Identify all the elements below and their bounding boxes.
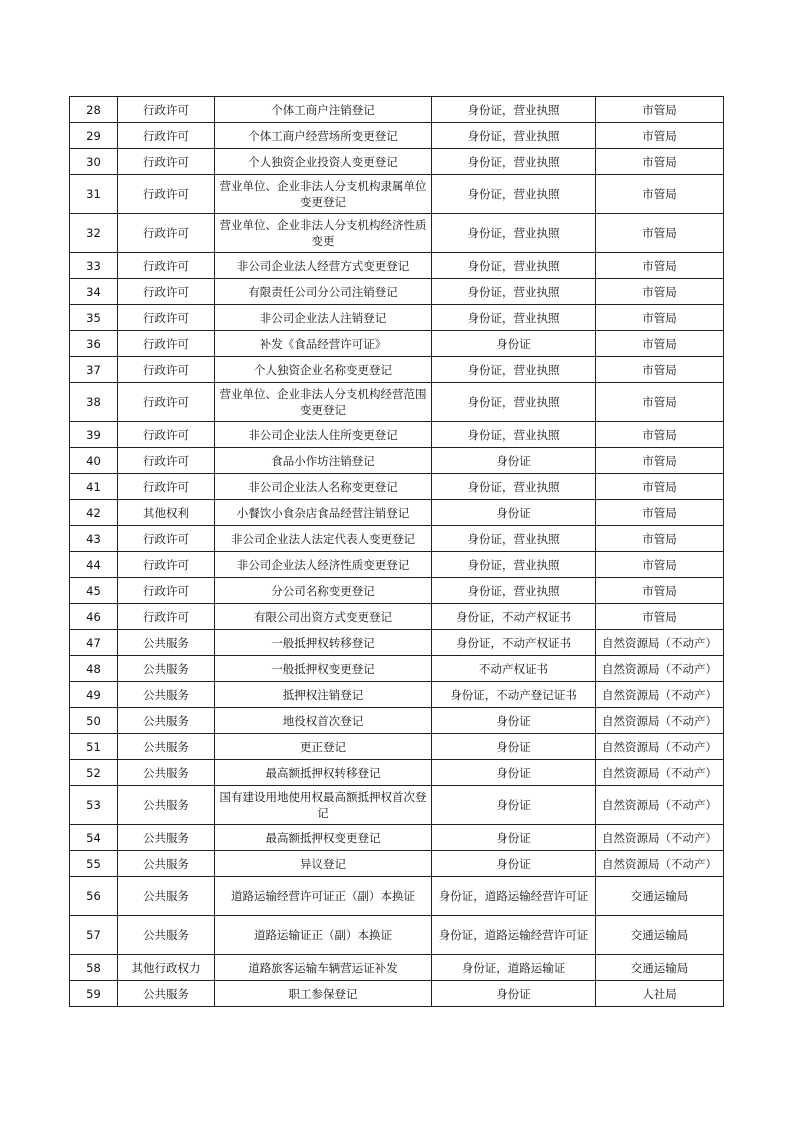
table-row <box>70 682 724 708</box>
required-materials-cell: 身份证，不动产权证书 <box>432 604 596 630</box>
power-type-cell: 其他行政权力 <box>118 955 215 981</box>
table-row <box>70 630 724 656</box>
required-materials-cell: 身份证 <box>432 331 596 357</box>
department-cell: 交通运输局 <box>596 877 724 916</box>
service-item-cell: 异议登记 <box>215 851 432 877</box>
department-cell: 市管局 <box>596 383 724 422</box>
service-item-cell: 一般抵押权变更登记 <box>215 656 432 682</box>
department-cell: 自然资源局（不动产） <box>596 682 724 708</box>
table-row <box>70 656 724 682</box>
row-number-cell: 41 <box>70 474 118 500</box>
service-item-cell: 最高额抵押权变更登记 <box>215 825 432 851</box>
table-row <box>70 734 724 760</box>
row-number-cell: 55 <box>70 851 118 877</box>
row-number-cell: 28 <box>70 97 118 123</box>
service-item-cell: 道路运输经营许可证正（副）本换证 <box>215 877 432 916</box>
department-cell: 市管局 <box>596 526 724 552</box>
required-materials-cell: 身份证，营业执照 <box>432 474 596 500</box>
required-materials-cell: 身份证，道路运输证 <box>432 955 596 981</box>
power-type-cell: 公共服务 <box>118 916 215 955</box>
row-number-cell: 40 <box>70 448 118 474</box>
power-type-cell: 公共服务 <box>118 760 215 786</box>
row-number-cell: 47 <box>70 630 118 656</box>
power-type-cell: 公共服务 <box>118 981 215 1007</box>
table-row <box>70 760 724 786</box>
row-number-cell: 53 <box>70 786 118 825</box>
service-item-cell: 一般抵押权转移登记 <box>215 630 432 656</box>
row-number-cell: 42 <box>70 500 118 526</box>
required-materials-cell: 身份证 <box>432 448 596 474</box>
power-type-cell: 行政许可 <box>118 123 215 149</box>
required-materials-cell: 身份证，营业执照 <box>432 214 596 253</box>
table-row <box>70 578 724 604</box>
department-cell: 市管局 <box>596 305 724 331</box>
table-row <box>70 981 724 1007</box>
required-materials-cell: 身份证，营业执照 <box>432 253 596 279</box>
department-cell: 市管局 <box>596 279 724 305</box>
service-item-cell: 非公司企业法人注销登记 <box>215 305 432 331</box>
table-row <box>70 149 724 175</box>
department-cell: 市管局 <box>596 578 724 604</box>
table-row <box>70 552 724 578</box>
department-cell: 交通运输局 <box>596 916 724 955</box>
service-item-cell: 非公司企业法人经营方式变更登记 <box>215 253 432 279</box>
table-body <box>70 97 724 1007</box>
service-item-cell: 更正登记 <box>215 734 432 760</box>
service-item-cell: 个人独资企业名称变更登记 <box>215 357 432 383</box>
required-materials-cell: 身份证 <box>432 500 596 526</box>
row-number-cell: 35 <box>70 305 118 331</box>
table-row <box>70 279 724 305</box>
department-cell: 市管局 <box>596 97 724 123</box>
power-type-cell: 行政许可 <box>118 383 215 422</box>
department-cell: 市管局 <box>596 448 724 474</box>
required-materials-cell: 不动产权证书 <box>432 656 596 682</box>
table-row <box>70 851 724 877</box>
service-item-cell: 有限责任公司分公司注销登记 <box>215 279 432 305</box>
table-row <box>70 97 724 123</box>
required-materials-cell: 身份证 <box>432 786 596 825</box>
power-type-cell: 公共服务 <box>118 786 215 825</box>
department-cell: 市管局 <box>596 357 724 383</box>
department-cell: 市管局 <box>596 175 724 214</box>
row-number-cell: 33 <box>70 253 118 279</box>
required-materials-cell: 身份证 <box>432 851 596 877</box>
service-item-cell: 食品小作坊注销登记 <box>215 448 432 474</box>
row-number-cell: 50 <box>70 708 118 734</box>
service-item-cell: 国有建设用地使用权最高额抵押权首次登记 <box>215 786 432 825</box>
table-row <box>70 214 724 253</box>
table-row <box>70 825 724 851</box>
department-cell: 市管局 <box>596 474 724 500</box>
service-item-cell: 个体工商户注销登记 <box>215 97 432 123</box>
required-materials-cell: 身份证，营业执照 <box>432 279 596 305</box>
power-type-cell: 行政许可 <box>118 253 215 279</box>
service-item-cell: 地役权首次登记 <box>215 708 432 734</box>
department-cell: 交通运输局 <box>596 955 724 981</box>
row-number-cell: 58 <box>70 955 118 981</box>
service-item-cell: 最高额抵押权转移登记 <box>215 760 432 786</box>
department-cell: 自然资源局（不动产） <box>596 630 724 656</box>
department-cell: 市管局 <box>596 214 724 253</box>
table-row <box>70 604 724 630</box>
department-cell: 市管局 <box>596 123 724 149</box>
department-cell: 自然资源局（不动产） <box>596 760 724 786</box>
row-number-cell: 46 <box>70 604 118 630</box>
service-item-cell: 分公司名称变更登记 <box>215 578 432 604</box>
power-type-cell: 行政许可 <box>118 279 215 305</box>
power-type-cell: 公共服务 <box>118 682 215 708</box>
service-item-cell: 非公司企业法人经济性质变更登记 <box>215 552 432 578</box>
power-type-cell: 行政许可 <box>118 448 215 474</box>
table-row <box>70 331 724 357</box>
department-cell: 市管局 <box>596 422 724 448</box>
power-type-cell: 公共服务 <box>118 734 215 760</box>
row-number-cell: 34 <box>70 279 118 305</box>
required-materials-cell: 身份证 <box>432 760 596 786</box>
power-type-cell: 公共服务 <box>118 656 215 682</box>
department-cell: 自然资源局（不动产） <box>596 656 724 682</box>
required-materials-cell: 身份证 <box>432 734 596 760</box>
table-row <box>70 422 724 448</box>
service-item-cell: 小餐饮小食杂店食品经营注销登记 <box>215 500 432 526</box>
row-number-cell: 52 <box>70 760 118 786</box>
table-row <box>70 357 724 383</box>
service-item-cell: 非公司企业法人名称变更登记 <box>215 474 432 500</box>
table-row <box>70 305 724 331</box>
department-cell: 自然资源局（不动产） <box>596 708 724 734</box>
required-materials-cell: 身份证，道路运输经营许可证 <box>432 877 596 916</box>
required-materials-cell: 身份证，道路运输经营许可证 <box>432 916 596 955</box>
required-materials-cell: 身份证，营业执照 <box>432 149 596 175</box>
row-number-cell: 54 <box>70 825 118 851</box>
power-type-cell: 行政许可 <box>118 578 215 604</box>
required-materials-cell: 身份证 <box>432 981 596 1007</box>
power-type-cell: 公共服务 <box>118 708 215 734</box>
power-type-cell: 其他权利 <box>118 500 215 526</box>
row-number-cell: 45 <box>70 578 118 604</box>
power-type-cell: 行政许可 <box>118 331 215 357</box>
department-cell: 市管局 <box>596 331 724 357</box>
department-cell: 自然资源局（不动产） <box>596 786 724 825</box>
row-number-cell: 57 <box>70 916 118 955</box>
required-materials-cell: 身份证 <box>432 825 596 851</box>
row-number-cell: 51 <box>70 734 118 760</box>
required-materials-cell: 身份证，营业执照 <box>432 305 596 331</box>
power-type-cell: 公共服务 <box>118 630 215 656</box>
row-number-cell: 59 <box>70 981 118 1007</box>
row-number-cell: 30 <box>70 149 118 175</box>
power-type-cell: 行政许可 <box>118 422 215 448</box>
department-cell: 自然资源局（不动产） <box>596 825 724 851</box>
table-row <box>70 383 724 422</box>
row-number-cell: 36 <box>70 331 118 357</box>
power-type-cell: 行政许可 <box>118 305 215 331</box>
row-number-cell: 48 <box>70 656 118 682</box>
row-number-cell: 29 <box>70 123 118 149</box>
service-item-cell: 非公司企业法人住所变更登记 <box>215 422 432 448</box>
required-materials-cell: 身份证，不动产登记证书 <box>432 682 596 708</box>
power-type-cell: 行政许可 <box>118 357 215 383</box>
table-row <box>70 448 724 474</box>
services-table <box>69 96 724 1007</box>
power-type-cell: 行政许可 <box>118 604 215 630</box>
required-materials-cell: 身份证，不动产权证书 <box>432 630 596 656</box>
service-item-cell: 个人独资企业投资人变更登记 <box>215 149 432 175</box>
required-materials-cell: 身份证，营业执照 <box>432 357 596 383</box>
required-materials-cell: 身份证，营业执照 <box>432 123 596 149</box>
table-row <box>70 474 724 500</box>
department-cell: 市管局 <box>596 552 724 578</box>
power-type-cell: 行政许可 <box>118 97 215 123</box>
required-materials-cell: 身份证 <box>432 708 596 734</box>
table-row <box>70 708 724 734</box>
power-type-cell: 公共服务 <box>118 825 215 851</box>
service-item-cell: 个体工商户经营场所变更登记 <box>215 123 432 149</box>
power-type-cell: 行政许可 <box>118 474 215 500</box>
table-row <box>70 500 724 526</box>
table-row <box>70 123 724 149</box>
power-type-cell: 行政许可 <box>118 175 215 214</box>
table-row <box>70 253 724 279</box>
power-type-cell: 行政许可 <box>118 526 215 552</box>
required-materials-cell: 身份证，营业执照 <box>432 578 596 604</box>
table-row <box>70 877 724 916</box>
row-number-cell: 39 <box>70 422 118 448</box>
required-materials-cell: 身份证，营业执照 <box>432 97 596 123</box>
row-number-cell: 49 <box>70 682 118 708</box>
service-item-cell: 营业单位、企业非法人分支机构经济性质变更 <box>215 214 432 253</box>
row-number-cell: 37 <box>70 357 118 383</box>
department-cell: 市管局 <box>596 500 724 526</box>
service-item-cell: 道路运输证正（副）本换证 <box>215 916 432 955</box>
department-cell: 人社局 <box>596 981 724 1007</box>
required-materials-cell: 身份证，营业执照 <box>432 175 596 214</box>
row-number-cell: 43 <box>70 526 118 552</box>
department-cell: 市管局 <box>596 149 724 175</box>
row-number-cell: 44 <box>70 552 118 578</box>
table-row <box>70 786 724 825</box>
service-item-cell: 有限公司出资方式变更登记 <box>215 604 432 630</box>
row-number-cell: 56 <box>70 877 118 916</box>
department-cell: 市管局 <box>596 604 724 630</box>
service-item-cell: 营业单位、企业非法人分支机构经营范围变更登记 <box>215 383 432 422</box>
department-cell: 自然资源局（不动产） <box>596 851 724 877</box>
service-item-cell: 补发《食品经营许可证》 <box>215 331 432 357</box>
required-materials-cell: 身份证，营业执照 <box>432 526 596 552</box>
table-row <box>70 916 724 955</box>
department-cell: 自然资源局（不动产） <box>596 734 724 760</box>
service-item-cell: 营业单位、企业非法人分支机构隶属单位变更登记 <box>215 175 432 214</box>
required-materials-cell: 身份证，营业执照 <box>432 552 596 578</box>
service-item-cell: 职工参保登记 <box>215 981 432 1007</box>
row-number-cell: 38 <box>70 383 118 422</box>
required-materials-cell: 身份证，营业执照 <box>432 422 596 448</box>
row-number-cell: 32 <box>70 214 118 253</box>
power-type-cell: 行政许可 <box>118 214 215 253</box>
service-item-cell: 非公司企业法人法定代表人变更登记 <box>215 526 432 552</box>
service-item-cell: 道路旅客运输车辆营运证补发 <box>215 955 432 981</box>
power-type-cell: 行政许可 <box>118 149 215 175</box>
required-materials-cell: 身份证，营业执照 <box>432 383 596 422</box>
department-cell: 市管局 <box>596 253 724 279</box>
table-row <box>70 955 724 981</box>
power-type-cell: 公共服务 <box>118 877 215 916</box>
power-type-cell: 行政许可 <box>118 552 215 578</box>
table-row <box>70 175 724 214</box>
table-row <box>70 526 724 552</box>
power-type-cell: 公共服务 <box>118 851 215 877</box>
service-item-cell: 抵押权注销登记 <box>215 682 432 708</box>
row-number-cell: 31 <box>70 175 118 214</box>
